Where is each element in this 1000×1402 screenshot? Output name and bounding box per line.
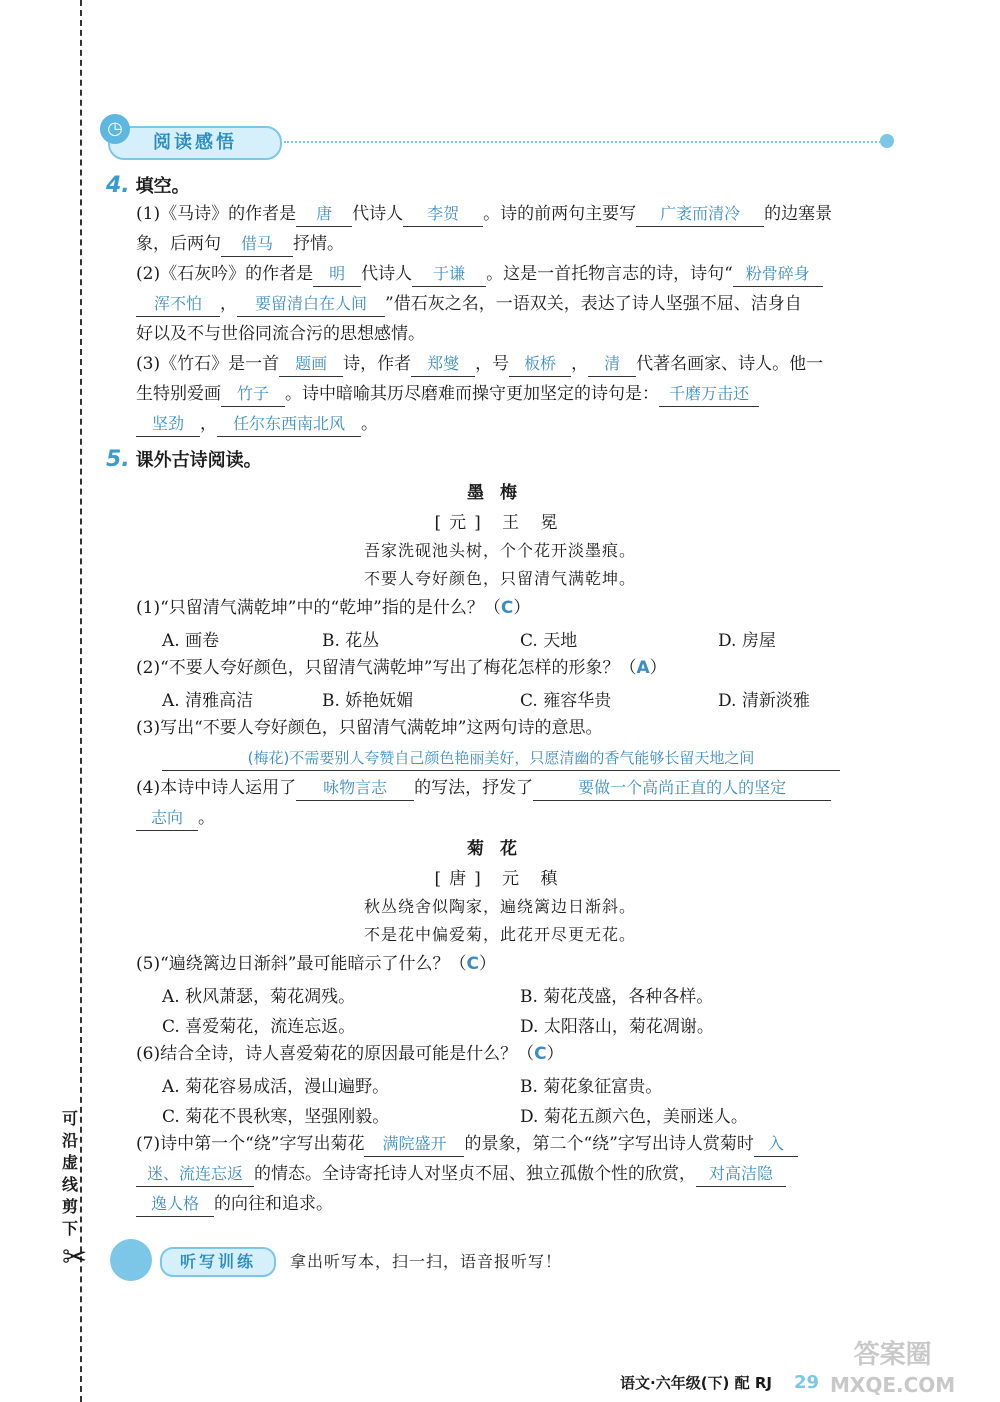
poem-1-author: [元] 王 冕	[434, 513, 566, 533]
cut-instruction: 可沿虚线剪下	[61, 1109, 78, 1238]
q4-p1-line1: (1)《马诗》的作者是 唐 代诗人 李贺 。诗的前两句主要写 广袤而清冷 的边塞景	[136, 202, 896, 227]
q5-s4-line2: 志向 。	[136, 806, 896, 831]
q5-s3-question: (3)写出“不要人夸好颜色，只留清气满乾坤”这两句诗的意思。	[136, 718, 603, 738]
q4-p2-line1: (2)《石灰吟》的作者是 明 代诗人 于谦 。这是一首托物言志的诗，诗句“ 粉骨碎身	[136, 262, 896, 287]
answer-blank: 郑燮	[411, 352, 475, 377]
page-footer	[620, 1372, 819, 1393]
q5-s4-line1: (4)本诗中诗人运用了 咏物言志 的写法，抒发了 要做一个高尚正直的人的坚定	[136, 776, 896, 801]
dictation-instruction: 拿出听写本，扫一扫，语音报听写！	[290, 1252, 563, 1271]
q4-p3-line1: (3)《竹石》是一首 题画 诗，作者 郑燮 ，号 板桥 ， 清 代著名画家、诗人。他一	[136, 352, 896, 377]
option: C. 天地	[520, 631, 578, 651]
answer-blank: 满院盛开	[364, 1132, 464, 1157]
dictation-badge	[106, 1235, 276, 1285]
answer-blank: 广袤而清冷	[636, 202, 764, 227]
answer-blank: 板桥	[509, 352, 571, 377]
dictation-label: 听写训练	[160, 1247, 276, 1277]
option: C. 菊花不畏秋寒，坚强刚毅。	[162, 1107, 390, 1127]
option: B. 花丛	[322, 631, 380, 651]
answer-blank: 竹子	[221, 382, 285, 407]
option: D. 房屋	[718, 631, 776, 651]
q4-p3-line3: 坚劲 ， 任尔东西南北风 。	[136, 412, 896, 437]
option: D. 太阳落山，菊花凋谢。	[520, 1017, 714, 1037]
answer-blank: 要做一个高尚正直的人的坚定	[533, 776, 831, 801]
option: A. 菊花容易成活，漫山遍野。	[162, 1077, 390, 1097]
choice-answer: C	[534, 1044, 547, 1064]
answer-blank: 浑不怕	[136, 292, 220, 317]
answer-blank: 粉骨碎身	[733, 262, 823, 287]
choice-answer: C	[466, 954, 479, 974]
answer-blank: 唐	[296, 202, 352, 227]
answer-blank: 迷、流连忘返	[136, 1162, 254, 1187]
option: B. 菊花茂盛，各种各样。	[520, 987, 714, 1007]
headset-icon	[110, 1239, 152, 1281]
section-banner	[100, 112, 900, 162]
poem-1-title: 墨梅	[467, 483, 533, 503]
q5-s2-question: (2)“不要人夸好颜色，只留清气满乾坤”写出了梅花怎样的形象？（A）	[136, 658, 667, 678]
answer-blank: 入	[754, 1132, 798, 1157]
q4-p1-line2: 象，后两句 借马 抒情。	[136, 232, 896, 257]
q4-p2-line2: 浑不怕 ， 要留清白在人间 ”借石灰之名，一语双关，表达了诗人坚强不屈、洁身自	[136, 292, 896, 317]
poem-2-title: 菊花	[467, 839, 533, 859]
banner-divider	[284, 141, 884, 143]
answer-blank: 任尔东西南北风	[217, 412, 361, 437]
poem-2-line: 秋丛绕舍似陶家，遍绕篱边日渐斜。	[363, 897, 636, 916]
q5-s6-question: (6)结合全诗，诗人喜爱菊花的原因最可能是什么？（C）	[136, 1044, 564, 1064]
page-number: 29	[794, 1372, 820, 1393]
answer-blank: 题画	[279, 352, 343, 377]
answer-blank: 逸人格	[136, 1192, 214, 1217]
option: D. 菊花五颜六色，美丽迷人。	[520, 1107, 748, 1127]
option: C. 雍容华贵	[520, 691, 612, 711]
poem-1-line: 不要人夸好颜色，只留清气满乾坤。	[363, 569, 636, 588]
option: C. 喜爱菊花，流连忘返。	[162, 1017, 356, 1037]
q4-p3-line2: 生特别爱画 竹子 。诗中暗喻其历尽磨难而操守更加坚定的诗句是： 千磨万击还	[136, 382, 896, 407]
poem-2-author: [唐] 元 稹	[434, 869, 566, 889]
answer-blank: 要留清白在人间	[237, 292, 385, 317]
answer-blank: 明	[313, 262, 361, 287]
banner-dot	[880, 134, 894, 148]
q4-p2-line3: 好以及不与世俗同流合污的思想感情。	[136, 324, 425, 344]
q5-s1-question: (1)“只留清气满乾坤”中的“乾坤”指的是什么？（C）	[136, 598, 531, 618]
option: B. 娇艳妩媚	[322, 691, 414, 711]
poem-1-line: 吾家洗砚池头树，个个花开淡墨痕。	[363, 541, 636, 560]
q5-s5-question: (5)“遍绕篱边日渐斜”最可能暗示了什么？（C）	[136, 954, 496, 974]
answer-blank: 借马	[221, 232, 293, 257]
q5-s7-line3: 逸人格 的向往和追求。	[136, 1192, 896, 1217]
answer-blank: 咏物言志	[296, 776, 414, 801]
answer-blank: 志向	[136, 806, 198, 831]
answer-blank: 对高洁隐	[696, 1162, 786, 1187]
section-title: 阅读感悟	[108, 126, 282, 160]
footer-subject: 语文·六年级(下) 配 RJ	[620, 1374, 772, 1392]
option: D. 清新淡雅	[718, 691, 810, 711]
scissors-icon: ✂	[62, 1240, 88, 1275]
question-4-heading: 4. 填空。	[106, 173, 190, 198]
answer-blank: 李贺	[403, 202, 483, 227]
poem-2-line: 不是花中偏爱菊，此花开尽更无花。	[363, 925, 636, 944]
question-5-heading: 5. 课外古诗阅读。	[106, 447, 262, 472]
answer-blank: 千磨万击还	[659, 382, 759, 407]
option: B. 菊花象征富贵。	[520, 1077, 663, 1097]
option: A. 秋风萧瑟，菊花凋残。	[162, 987, 356, 1007]
answer-blank: 于谦	[412, 262, 486, 287]
answer-blank: 清	[588, 352, 636, 377]
option: A. 清雅高洁	[162, 691, 254, 711]
q5-s3-answer-line	[136, 746, 896, 771]
clock-icon: ◷	[100, 114, 130, 144]
watermark: 答案圈 MXQE.COM	[830, 1340, 956, 1397]
answer-blank: (梅花)不需要别人夸赞自己颜色艳丽美好，只愿清幽的香气能够长留天地之间	[162, 746, 840, 771]
choice-answer: C	[500, 598, 514, 618]
answer-blank: 坚劲	[136, 412, 200, 437]
q5-s7-line2: 迷、流连忘返 的情态。全诗寄托诗人对坚贞不屈、独立孤傲个性的欣赏， 对高洁隐	[136, 1162, 896, 1187]
choice-answer: A	[636, 658, 650, 678]
option: A. 画卷	[162, 631, 220, 651]
q5-s7-line1: (7)诗中第一个“绕”字写出菊花 满院盛开 的景象，第二个“绕”字写出诗人赏菊时 入	[136, 1132, 896, 1157]
